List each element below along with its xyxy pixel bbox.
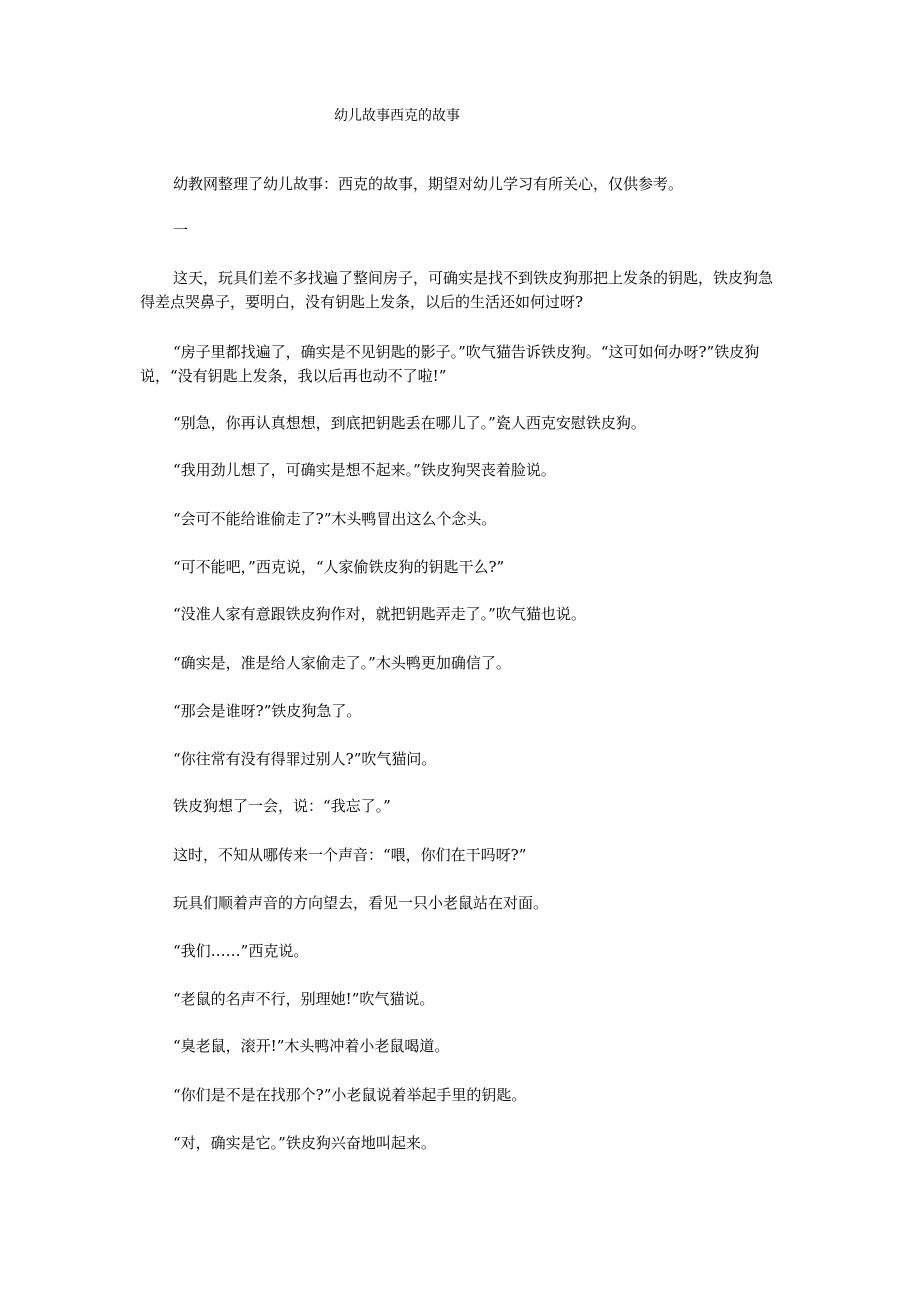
paragraph: 这天，玩具们差不多找遍了整间房子，可确实是找不到铁皮狗那把上发条的钥匙，铁皮狗急得差点哭鼻子，要明白，没有钥匙上发条，以后的生活还如何过呀? — [140, 269, 774, 311]
paragraph-section-number: 一 — [173, 221, 189, 239]
paragraph: 这时，不知从哪传来一个声音：“喂，你们在干吗呀?” — [173, 846, 527, 864]
paragraph: “你们是不是在找那个?”小老鼠说着举起手里的钥匙。 — [173, 1086, 527, 1104]
paragraph: “对，确实是它。”铁皮狗兴奋地叫起来。 — [173, 1134, 436, 1152]
paragraph: 铁皮狗想了一会，说：“我忘了。” — [173, 797, 391, 815]
paragraph: “确实是，准是给人家偷走了。”木头鸭更加确信了。 — [173, 654, 511, 672]
paragraph: 玩具们顺着声音的方向望去，看见一只小老鼠站在对面。 — [173, 894, 549, 912]
paragraph-intro: 幼教网整理了幼儿故事：西克的故事，期望对幼儿学习有所关心，仅供参考。 — [173, 175, 684, 193]
paragraph: “你往常有没有得罪过别人?”吹气猫问。 — [173, 750, 437, 768]
paragraph: “臭老鼠，滚开!”木头鸭冲着小老鼠喝道。 — [173, 1037, 450, 1055]
paragraph: “房子里都找遍了，确实是不见钥匙的影子。”吹气猫告诉铁皮狗。“这可如何办呀?”铁皮狗说，“没有钥匙上发条，我以后再也动不了啦!” — [140, 343, 760, 385]
paragraph: “会可不能给谁偷走了?”木头鸭冒出这么个念头。 — [173, 510, 497, 528]
paragraph: “老鼠的名声不行，别理她!”吹气猫说。 — [173, 990, 435, 1008]
paragraph: “那会是谁呀?”铁皮狗急了。 — [173, 702, 362, 720]
paragraph: “别急，你再认真想想，到底把钥匙丢在哪儿了。”瓷人西克安慰铁皮狗。 — [173, 414, 646, 432]
paragraph: “可不能吧，”西克说，“人家偷铁皮狗的钥匙干么?” — [173, 558, 505, 576]
paragraph: “没准人家有意跟铁皮狗作对，就把钥匙弄走了。”吹气猫也说。 — [173, 605, 586, 623]
paragraph: “我们……”西克说。 — [173, 942, 309, 960]
document-title: 幼儿故事西克的故事 — [334, 108, 460, 124]
paragraph: “我用劲儿想了，可确实是想不起来。”铁皮狗哭丧着脸说。 — [173, 461, 556, 479]
